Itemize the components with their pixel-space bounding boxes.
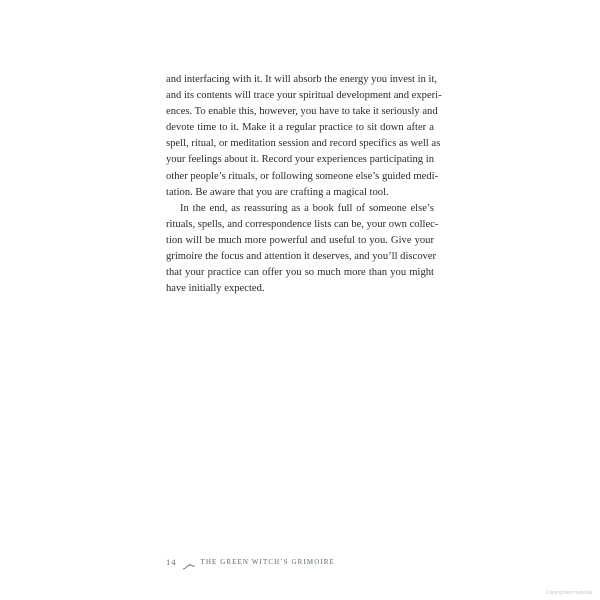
text-line: tion will be much more powerful and useful to you. Give your [166, 234, 434, 246]
leaf-flourish-icon [182, 558, 196, 566]
text-line: your feelings about it. Record your experiences participating in [166, 154, 434, 166]
text-line: have initially expected. [166, 283, 265, 295]
page-footer [166, 556, 335, 568]
page-number: 14 [166, 557, 177, 567]
text-line: that your practice can offer you so much more than you might [166, 267, 434, 279]
paragraph-2 [166, 201, 439, 298]
text-line: and interfacing with it. It will absorb the energy you invest in it, [166, 74, 438, 85]
body-text [166, 72, 442, 297]
running-head: THE GREEN WITCH’S GRIMOIRE [200, 558, 335, 566]
text-line: In the end, as reassuring as a book full of someone else’s [180, 202, 434, 214]
copyright-watermark: Copyrighted material [545, 590, 592, 596]
text-line: spell, ritual, or meditation session and record specifics as well as [166, 138, 441, 150]
text-line: devote time to it. Make it a regular practice to sit down after a [166, 122, 434, 134]
text-line: ences. To enable this, however, you have to take it seriously and [166, 106, 438, 118]
text-line: rituals, spells, and correspondence lists can be, your own collec- [166, 218, 439, 230]
text-line: other people’s rituals, or following someone else’s guided medi- [166, 170, 439, 182]
text-line: grimoire the focus and attention it deserves, and you’ll discover [166, 251, 437, 263]
text-line: and its contents will trace your spiritual development and experi- [166, 90, 442, 102]
paragraph-1 [166, 72, 442, 201]
text-line: tation. Be aware that you are crafting a magical tool. [166, 186, 389, 198]
